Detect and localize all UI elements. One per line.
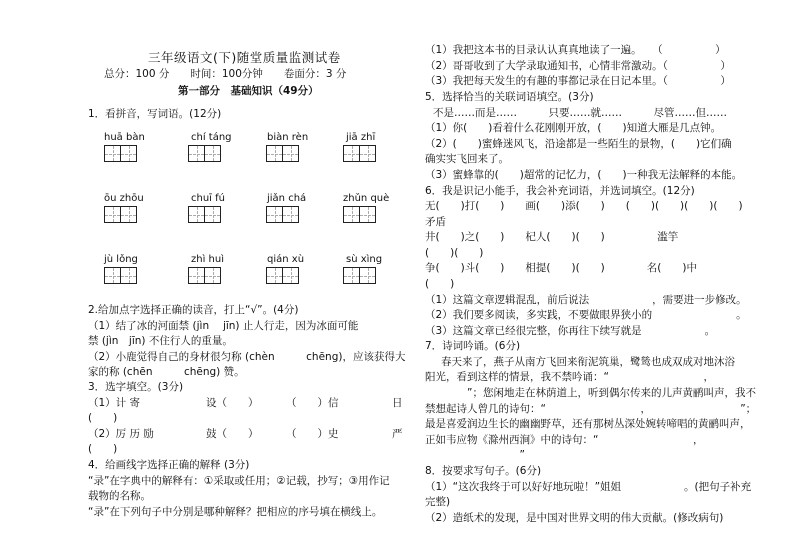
q2-line: （1）结了冰的河面禁 (jìn jīn) 止人行走，因为冰面可能 [88, 320, 359, 332]
q3-blank[interactable]: ( ) [88, 443, 118, 455]
q7-line: 阳光，看到这样的情景，我不禁吟诵：“ ， [425, 371, 741, 383]
writing-boxes[interactable] [266, 267, 300, 284]
q4-line: “录”在下列句子中分别是哪种解释？把相应的序号填在横线上。 [88, 506, 383, 518]
pinyin-label: sù xìng [346, 254, 383, 265]
q4-item: （3）我把每天发生的有趣的事都记录在日记本里。（ ） [425, 75, 731, 87]
writing-boxes[interactable] [343, 267, 377, 284]
q2-line: （2）小鹿觉得自己的身材很匀称 (chèn chēng)，应该获得大 [88, 351, 406, 363]
q2-stem: 2.给加点字选择正确的读音，打上“√”。(4分) [88, 304, 299, 316]
writing-boxes[interactable] [188, 206, 222, 223]
q6-idioms: 争( )斗( ) 相提( )( ) 名( )中 [425, 262, 697, 274]
writing-boxes[interactable] [266, 145, 300, 162]
q7-stem: 7．诗词吟诵。(6分) [425, 340, 521, 352]
pinyin-label: jù lǒng [104, 254, 138, 265]
q3-blank[interactable]: ( ) [88, 412, 118, 424]
q6-item: （3）这篇文章已经很完整，你再往下续写就是 。 [425, 325, 716, 337]
q8-item: （2）造纸术的发现，是中国对世界文明的伟大贡献。(修改病句) [425, 512, 724, 524]
q7-line: 最是喜爱润边生长的幽幽野草，还有那树丛深处婉转啼唱的黄鹂叫声， [425, 418, 751, 430]
q7-line: 正如韦应物《滁州西涧》中的诗句：“ ， [425, 434, 704, 446]
q7-line: ”；您闲地走在林荫道上，听到偶尔传来的儿声黄鹂叫声，我不 [425, 387, 756, 399]
q5-item: 确实实飞回来了。 [425, 153, 509, 165]
q5-stem: 5．选择恰当的关联词语填空。(3分) [425, 91, 594, 103]
pinyin-label: zhǔn què [343, 193, 390, 204]
writing-boxes[interactable] [266, 206, 300, 223]
pinyin-label: chuī fú [191, 193, 225, 204]
q5-item: （3）蜜蜂靠的( )超常的记忆力，( )一种我无法解释的本能。 [425, 169, 743, 181]
q6-item: （1）这篇文章逻辑混乱，前后说法 ，需要进一步修改。 [425, 294, 747, 306]
pinyin-label: chí táng [191, 132, 232, 143]
q3-blank[interactable]: （ ）史 [286, 428, 339, 440]
writing-boxes[interactable] [104, 267, 138, 284]
q2-line: 禁 (jìn jīn) 不住行人的重量。 [88, 335, 233, 347]
q3-stem: 3．选字填空。(3分) [88, 381, 184, 393]
q3-blank[interactable]: 设（ ） [206, 397, 259, 409]
q8-stem: 8．按要求写句子。(6分) [425, 465, 542, 477]
pinyin-label: jiǎn chá [267, 193, 307, 204]
pinyin-label: jiā zhī [346, 132, 376, 143]
q4-stem: 4．给画线字选择正确的解释 (3分) [88, 459, 250, 471]
exam-meta: 总分：100 分 时间：100分钟 卷面分：3 分 [104, 68, 347, 80]
pinyin-label: biàn rèn [267, 132, 309, 143]
q4-item: （1）我把这本书的目录认认真真地读了一遍。 （ ） [425, 44, 726, 56]
q4-line: “录”在字典中的解释有：①采取或任用；②记载，抄写；③用作记 [88, 475, 390, 487]
q3-blank[interactable]: 鼓（ ） [206, 428, 259, 440]
q6-idioms: 无( )打( ) 画( )添( ) ( )( )( )( ) [425, 200, 743, 212]
q6-idioms: ( ) [425, 278, 455, 290]
q3-char: 严 [392, 428, 403, 440]
q6-idioms: 井( )之( ) 杞人( )( ) 滥竽 [425, 231, 679, 243]
q4-line: 载物的名称。 [88, 490, 151, 502]
pinyin-label: qián xù [267, 254, 305, 265]
page-title: 三年级语文(下)随堂质量监测试卷 [148, 50, 341, 65]
part-heading: 第一部分 基础知识（49分） [178, 85, 319, 97]
q3-row2-label: （2）厉 历 励 [88, 428, 154, 440]
q4-item: （2）哥哥收到了大学录取通知书，心情非常激动。（ ） [425, 60, 731, 72]
q7-line: 春天来了，燕子从南方飞回来衔泥筑巢，鹭鸶也成双成对地沐浴 [441, 356, 735, 368]
q5-item: （2）( )蜜蜂迷风飞，沿途都是一些陌生的景物，( )它们确 [425, 138, 732, 150]
q7-line: 禁想起诗人曾几的诗句：“ ， ”； [425, 403, 757, 415]
writing-boxes[interactable] [343, 206, 377, 223]
q2-line: 家的称 (chēn chēng) 赞。 [88, 366, 245, 378]
q5-options: 不是……而是…… 只要……就…… 尽管……但…… [433, 107, 727, 119]
writing-boxes[interactable] [343, 145, 377, 162]
q6-stem: 6．我是识记小能手，我会补充词语，并选词填空。(12分) [425, 185, 695, 197]
q8-item: 完整) [425, 496, 451, 508]
q6-item: （2）我们要多阅读，多实践，不要做眼界狭小的 。 [425, 309, 747, 321]
writing-boxes[interactable] [104, 206, 138, 223]
q3-blank[interactable]: （ ）信 [286, 397, 339, 409]
pinyin-label: huā bàn [104, 132, 145, 143]
q1-stem: 1．看拼音，写词语。(12分) [88, 108, 222, 120]
q3-char: 日 [392, 397, 403, 409]
writing-boxes[interactable] [188, 145, 222, 162]
q7-line: ” [425, 449, 525, 461]
q5-item: （1）你( )看着什么花刚刚开放，( )知道大雁是几点钟。 [425, 122, 722, 134]
q6-idioms: ( )( ) [425, 247, 484, 259]
pinyin-label: zhì huì [191, 254, 224, 265]
q3-row1-label: （1）计 寄 [88, 397, 141, 409]
q8-item: （1）“这次我终于可以好好地玩啦！”姐姐 。(把句子补充 [425, 481, 752, 493]
writing-boxes[interactable] [188, 267, 222, 284]
writing-boxes[interactable] [104, 145, 138, 162]
pinyin-label: ōu zhōu [104, 193, 144, 204]
q6-idioms: 矛盾 [425, 216, 446, 228]
